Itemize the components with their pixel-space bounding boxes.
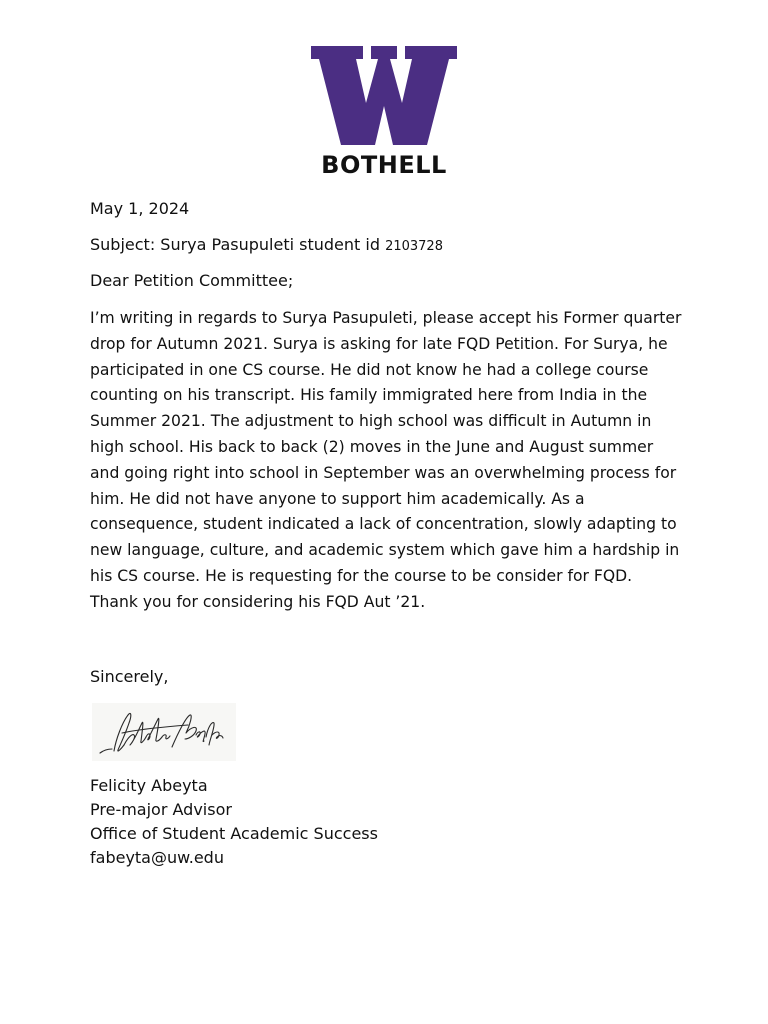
signer-name: Felicity Abeyta xyxy=(90,776,208,795)
logo-wordmark: BOTHELL xyxy=(321,151,447,179)
signer-office: Office of Student Academic Success xyxy=(90,824,378,843)
body-line: counting on his transcript. His family immigrated here from India in the xyxy=(90,386,648,405)
body-line: new language, culture, and academic system which gave him a hardship in xyxy=(90,541,680,560)
body-line: him. He did not have anyone to support him academically. As a xyxy=(90,489,585,508)
signer-email[interactable]: fabeyta@uw.edu xyxy=(90,848,224,867)
subject-label: Subject: Surya Pasupuleti student id xyxy=(90,235,386,254)
body-line: Summer 2021. The adjustment to high school was difficult in Autumn in xyxy=(90,412,652,431)
body-line: drop for Autumn 2021. Surya is asking for late FQD Petition. For Surya, he xyxy=(90,334,668,353)
salutation: Dear Petition Committee; xyxy=(90,271,294,290)
body-line: Thank you for considering his FQD Aut ’21. xyxy=(90,592,426,611)
body-line: high school. His back to back (2) moves in the June and August summer xyxy=(90,437,654,456)
letter-body xyxy=(90,306,690,616)
body-line: consequence, student indicated a lack of concentration, slowly adapting to xyxy=(90,515,677,534)
body-line: his CS course. He is requesting for the course to be consider for FQD. xyxy=(90,566,633,585)
student-id: 2103728 xyxy=(385,239,443,254)
body-line: and going right into school in September was an overwhelming process for xyxy=(90,463,677,482)
closing: Sincerely, xyxy=(90,667,169,686)
letter-subject xyxy=(90,234,443,258)
handwritten-signature xyxy=(92,703,236,761)
uw-w-logo xyxy=(311,46,457,145)
signer-block xyxy=(90,774,378,870)
body-line: I’m writing in regards to Surya Pasupuleti, please accept his Former quarter xyxy=(90,309,682,327)
signer-title: Pre-major Advisor xyxy=(90,800,232,819)
body-line: participated in one CS course. He did not know he had a college course xyxy=(90,360,649,379)
letter-date: May 1, 2024 xyxy=(90,199,190,218)
